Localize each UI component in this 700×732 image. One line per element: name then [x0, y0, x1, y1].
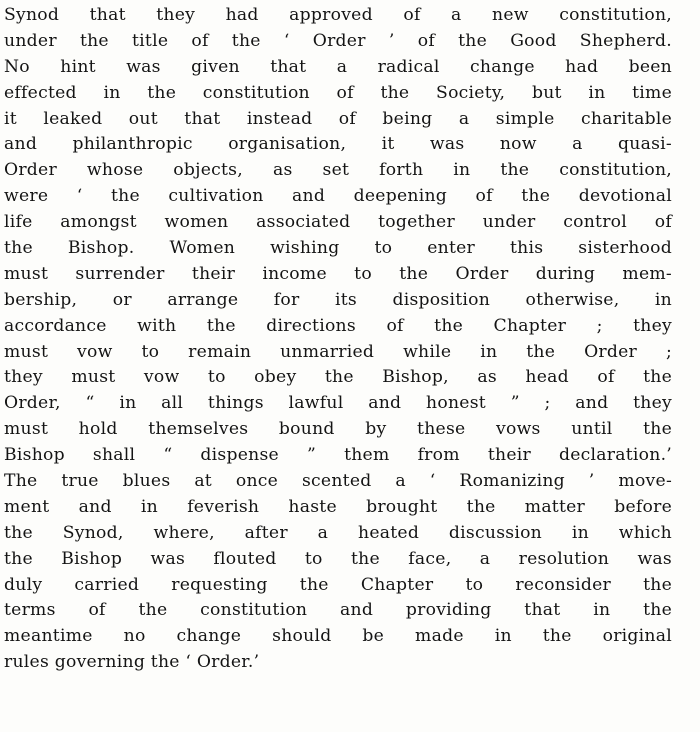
text-line: ment and in feverish haste brought the matter before — [4, 496, 672, 517]
text-line: Order whose objects, as set forth in the constitution, — [4, 160, 672, 181]
text-line: meantime no change should be made in the original — [4, 626, 672, 647]
text-line: Bishop shall “ dispense ” them from their declaration.’ — [4, 445, 672, 466]
text-line: the Bishop was flouted to the face, a resolution was — [4, 548, 672, 569]
text-line: they must vow to obey the Bishop, as head of the — [4, 367, 672, 388]
text-line: under the title of the ‘ Order ’ of the Good Shepherd. — [4, 30, 672, 51]
text-line: the Synod, where, after a heated discussion in which — [4, 522, 672, 543]
text-line: duly carried requesting the Chapter to reconsider the — [4, 574, 672, 595]
text-line: accordance with the directions of the Chapter ; they — [4, 315, 672, 336]
text-line: must vow to remain unmarried while in the Order ; — [4, 341, 672, 362]
text-line: and philanthropic organisation, it was now a quasi- — [4, 134, 672, 155]
text-line: Order, “ in all things lawful and honest ” ; and they — [4, 393, 672, 414]
text-line: life amongst women associated together under control of — [4, 212, 672, 233]
text-line: Synod that they had approved of a new constitution, — [4, 5, 672, 25]
text-line: effected in the constitution of the Society, but in time — [4, 82, 672, 103]
text-line: rules governing the ‘ Order.’ — [4, 652, 260, 673]
text-line: No hint was given that a radical change had been — [4, 56, 672, 77]
text-line: it leaked out that instead of being a simple charitable — [4, 108, 672, 129]
text-line: bership, or arrange for its disposition otherwise, in — [4, 289, 672, 310]
body-text — [4, 3, 672, 676]
text-line: were ‘ the cultivation and deepening of the devotional — [4, 186, 672, 207]
text-line: the Bishop. Women wishing to enter this sisterhood — [4, 238, 672, 259]
text-line: terms of the constitution and providing that in the — [4, 600, 672, 621]
text-line: The true blues at once scented a ‘ Romanizing ’ move- — [4, 471, 672, 492]
text-line: must surrender their income to the Order during mem- — [4, 263, 672, 284]
text-line: must hold themselves bound by these vows until the — [4, 419, 672, 440]
